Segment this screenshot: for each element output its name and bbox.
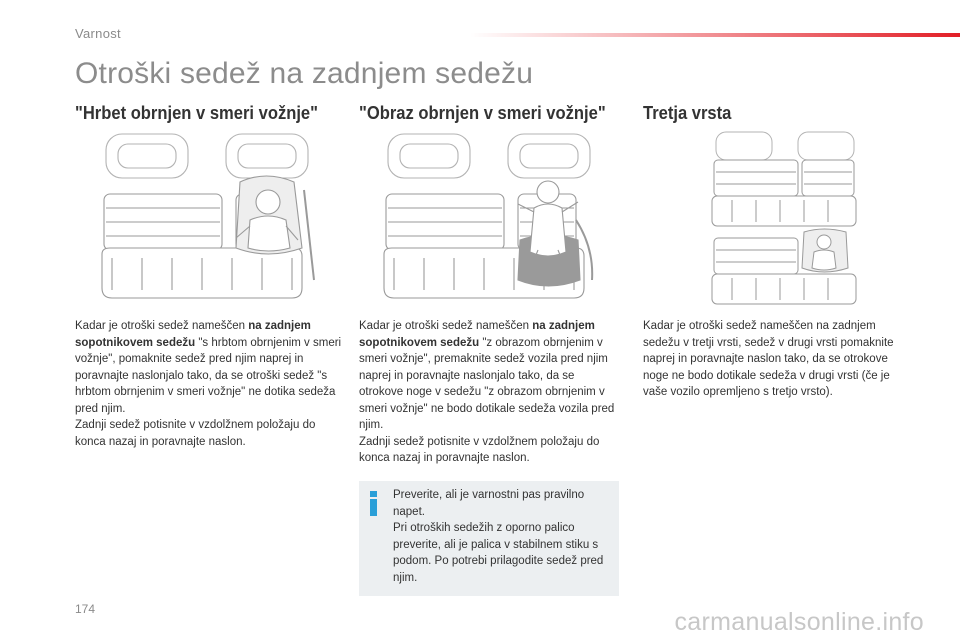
rear-facing-lead: Kadar je otroški sedež nameščen	[75, 320, 249, 332]
forward-facing-paragraph-1	[359, 318, 621, 434]
info-box	[359, 481, 619, 596]
forward-facing-paragraph-2: Zadnji sedež potisnite v vzdolžnem položaju do konca nazaj in poravnajte naslon.	[359, 435, 600, 464]
forward-facing-emphasis: na zadnjem sopotnikovem sedežu	[359, 320, 595, 349]
rear-facing-paragraph-2: Zadnji sedež potisnite v vzdolžnem položaju do konca nazaj in poravnajte naslon.	[75, 419, 316, 448]
column-heading-third-row: Tretja vrsta	[643, 103, 732, 123]
forward-facing-seat-illustration	[380, 130, 612, 308]
forward-facing-rest: "z obrazom obrnjenim v smeri vožnje", premaknite sedež vozila pred njim naprej in poravnajte naslonjalo tako, da se otrokove noge v sedežu "z obrazom obrnjenim v smeri vožnje" ne bodo dotikale sedeža vozila pred njim.	[359, 336, 615, 431]
rear-facing-seat-illustration	[98, 130, 330, 308]
rear-facing-rest: "s hrbtom obrnjenim v smeri vožnje", pomaknite sedež pred njim naprej in poravnajte naslonjalo tako, da se otroški sedež "s hrbtom obrnjenim v smeri vožnje" ne dotika sedeža pred njim.	[75, 336, 342, 415]
rear-facing-paragraph-1	[75, 318, 343, 417]
forward-facing-lead: Kadar je otroški sedež nameščen	[359, 320, 533, 332]
watermark: carmanualsonline.info	[674, 608, 924, 636]
header-accent-rule	[470, 33, 960, 37]
rear-facing-emphasis: na zadnjem sopotnikovem sedežu	[75, 320, 311, 349]
third-row-seat-illustration	[708, 130, 860, 308]
column-heading-rear-facing: "Hrbet obrnjen v smeri vožnje"	[75, 103, 319, 123]
info-text	[393, 487, 613, 586]
page-number: 174	[75, 602, 96, 616]
column-heading-forward-facing: "Obraz obrnjen v smeri vožnje"	[359, 103, 606, 123]
info-paragraph-1: Preverite, ali je varnostni pas pravilno napet.	[393, 489, 585, 518]
third-row-instructions	[643, 318, 905, 401]
forward-facing-instructions	[359, 318, 621, 467]
info-paragraph-2: Pri otroških sedežih z oporno palico preverite, ali je palica v stabilnem stiku s podom. Po potrebi prilagodite sedež pred njim.	[393, 522, 604, 584]
third-row-paragraph-1: Kadar je otroški sedež nameščen na zadnjem sedežu v tretji vrsti, sedež v drugi vrsti pomaknite naprej in poravnajte naslon tako, da se otrokove noge ne bodo dotikale sedeža v drugi vrsti (če je vaše vozilo opremljeno s tretjo vrsto).	[643, 320, 894, 398]
section-label: Varnost	[75, 26, 121, 41]
rear-facing-instructions	[75, 318, 343, 450]
info-icon	[369, 491, 378, 515]
page-title: Otroški sedež na zadnjem sedežu	[75, 57, 534, 90]
